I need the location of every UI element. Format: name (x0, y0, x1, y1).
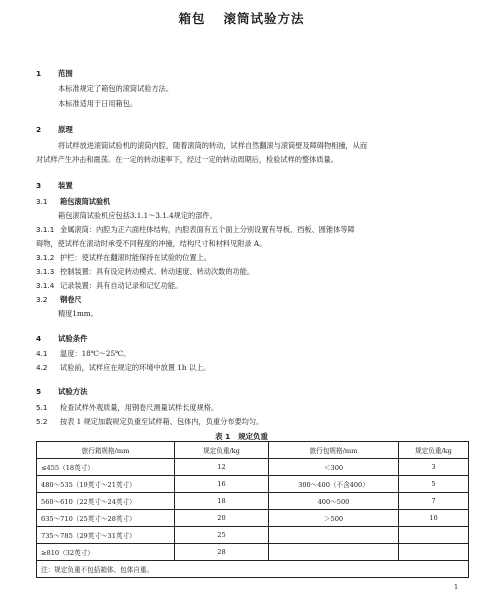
subsection-number: 4.1 (36, 349, 48, 358)
cell-case-load: 18 (175, 493, 269, 510)
section-3-1-4 (36, 281, 182, 291)
subsection-number: 4.2 (36, 363, 48, 372)
table-row (37, 476, 469, 493)
cell-bag-load (399, 527, 469, 544)
subsection-text: 记录装置：具有自动记录和记忆功能。 (60, 281, 183, 290)
cell-bag-load (399, 544, 469, 561)
cell-case-size: ≥810（32英寸） (37, 544, 175, 561)
header-bag-size: 旅行包规格/mm (269, 442, 399, 459)
subsection-text: 按表 1 规定加载规定负重至试样箱、包体内，负重分布要均匀。 (60, 417, 264, 426)
section-2-line-1: 将试样放进滚筒试验机的滚筒内腔，随着滚筒的转动，试样自然翻滚与滚筒壁及障碍物相撞，从而 (58, 141, 368, 150)
section-1-line-1: 本标准规定了箱包的滚筒试验方法。 (58, 84, 174, 93)
cell-case-size: 560～610（22英寸～24英寸） (37, 493, 175, 510)
cell-bag-size: ＜300 (269, 459, 399, 476)
section-4-heading (36, 333, 88, 344)
table-row (37, 527, 469, 544)
section-3-2-heading (36, 295, 82, 305)
subsection-text: 控制装置：具有设定转动模式、转动速度、转动次数的功能。 (60, 267, 255, 276)
cell-bag-size: 400～500 (269, 493, 399, 510)
subsection-number: 3.1.2 (36, 253, 55, 262)
section-1-heading (36, 68, 73, 79)
section-3-heading (36, 180, 73, 191)
section-number: 2 (36, 125, 42, 134)
subsection-number: 3.1.1 (36, 225, 55, 234)
section-4-2 (36, 363, 210, 373)
table-header-row (37, 442, 469, 459)
cell-bag-load: 5 (399, 476, 469, 493)
subsection-text: 温度：18℃～25℃。 (60, 349, 131, 358)
section-title: 原理 (58, 125, 73, 134)
section-title: 装置 (58, 181, 73, 190)
section-title: 试验方法 (58, 387, 88, 396)
section-3-1-heading (36, 197, 110, 207)
header-bag-load: 规定负重/kg (399, 442, 469, 459)
load-table (36, 441, 469, 578)
header-case-size: 旅行箱规格/mm (37, 442, 175, 459)
section-title: 试验条件 (58, 334, 88, 343)
title-sub: 滚筒试验方法 (223, 11, 305, 26)
section-number: 3 (36, 181, 42, 190)
section-5-heading (36, 386, 88, 397)
cell-bag-load: 3 (399, 459, 469, 476)
cell-bag-load: 7 (399, 493, 469, 510)
cell-case-load: 20 (175, 510, 269, 527)
cell-case-load: 16 (175, 476, 269, 493)
section-4-1 (36, 349, 130, 359)
page-number: 1 (454, 583, 459, 591)
header-case-load: 规定负重/kg (175, 442, 269, 459)
table-note: 注：规定负重不包括箱体、包体自重。 (37, 561, 469, 578)
subsection-text: 金属滚筒：内腔为正六面柱体结构，内腔表面有五个面上分别设置有导板、挡板、圆锥体等障 (60, 225, 355, 234)
subsection-text: 护栏：使试样在翻滚时能保持在试验的位置上。 (60, 253, 211, 262)
section-3-1-3 (36, 267, 254, 277)
subsection-title: 钢卷尺 (60, 295, 82, 304)
cell-case-load: 28 (175, 544, 269, 561)
section-3-2-line: 精度1mm。 (58, 309, 98, 318)
section-3-1-1-line-1 (36, 225, 355, 235)
table-note-row (37, 561, 469, 578)
subsection-text: 试验前，试样应在规定的环境中放置 1h 以上。 (60, 363, 211, 372)
cell-case-load: 12 (175, 459, 269, 476)
section-5-1 (36, 403, 218, 413)
cell-bag-size (269, 544, 399, 561)
cell-case-load: 25 (175, 527, 269, 544)
table-row (37, 459, 469, 476)
section-title: 范围 (58, 69, 73, 78)
cell-case-size: 635～710（25英寸～28英寸） (37, 510, 175, 527)
table-row (37, 544, 469, 561)
title-main: 箱包 (178, 11, 206, 26)
subsection-number: 3.1.4 (36, 281, 55, 290)
cell-case-size: ≤455（18英寸） (37, 459, 175, 476)
table-row (37, 510, 469, 527)
section-number: 5 (36, 387, 42, 396)
section-number: 1 (36, 69, 42, 78)
cell-bag-size: ＞500 (269, 510, 399, 527)
section-number: 4 (36, 334, 42, 343)
subsection-number: 3.2 (36, 295, 48, 304)
section-1-line-2: 本标准适用于日用箱包。 (58, 99, 138, 108)
subsection-number: 3.1 (36, 197, 48, 206)
subsection-number: 5.1 (36, 403, 48, 412)
subsection-title: 箱包滚筒试验机 (60, 197, 111, 206)
subsection-number: 3.1.3 (36, 267, 55, 276)
section-3-1-2 (36, 253, 211, 263)
document-title (0, 9, 483, 27)
cell-case-size: 480～535（19英寸～21英寸） (37, 476, 175, 493)
section-3-1-line: 箱包滚筒试验机应包括3.1.1～3.1.4规定的部件。 (58, 211, 217, 220)
cell-bag-size (269, 527, 399, 544)
section-2-heading (36, 124, 73, 135)
table-row (37, 493, 469, 510)
section-3-1-1-line-2: 碍物，使试样在滚动时承受不同程度的冲撞，结构尺寸和材料见附录 A。 (36, 239, 267, 248)
cell-bag-load: 10 (399, 510, 469, 527)
section-5-2 (36, 417, 263, 427)
cell-case-size: 735～785（29英寸～31英寸） (37, 527, 175, 544)
subsection-number: 5.2 (36, 417, 48, 426)
section-2-line-2: 对试样产生冲击和震荡。在一定的转动速率下，经过一定的转动周期后，检验试样的整体质量。 (36, 155, 338, 164)
cell-bag-size: 300～400（不含400） (269, 476, 399, 493)
table-caption-title: 规定负重 (238, 432, 268, 441)
table-caption-number: 表 1 (215, 432, 231, 441)
subsection-text: 检查试样外观质量，用钢卷尺测量试样长度规格。 (60, 403, 219, 412)
